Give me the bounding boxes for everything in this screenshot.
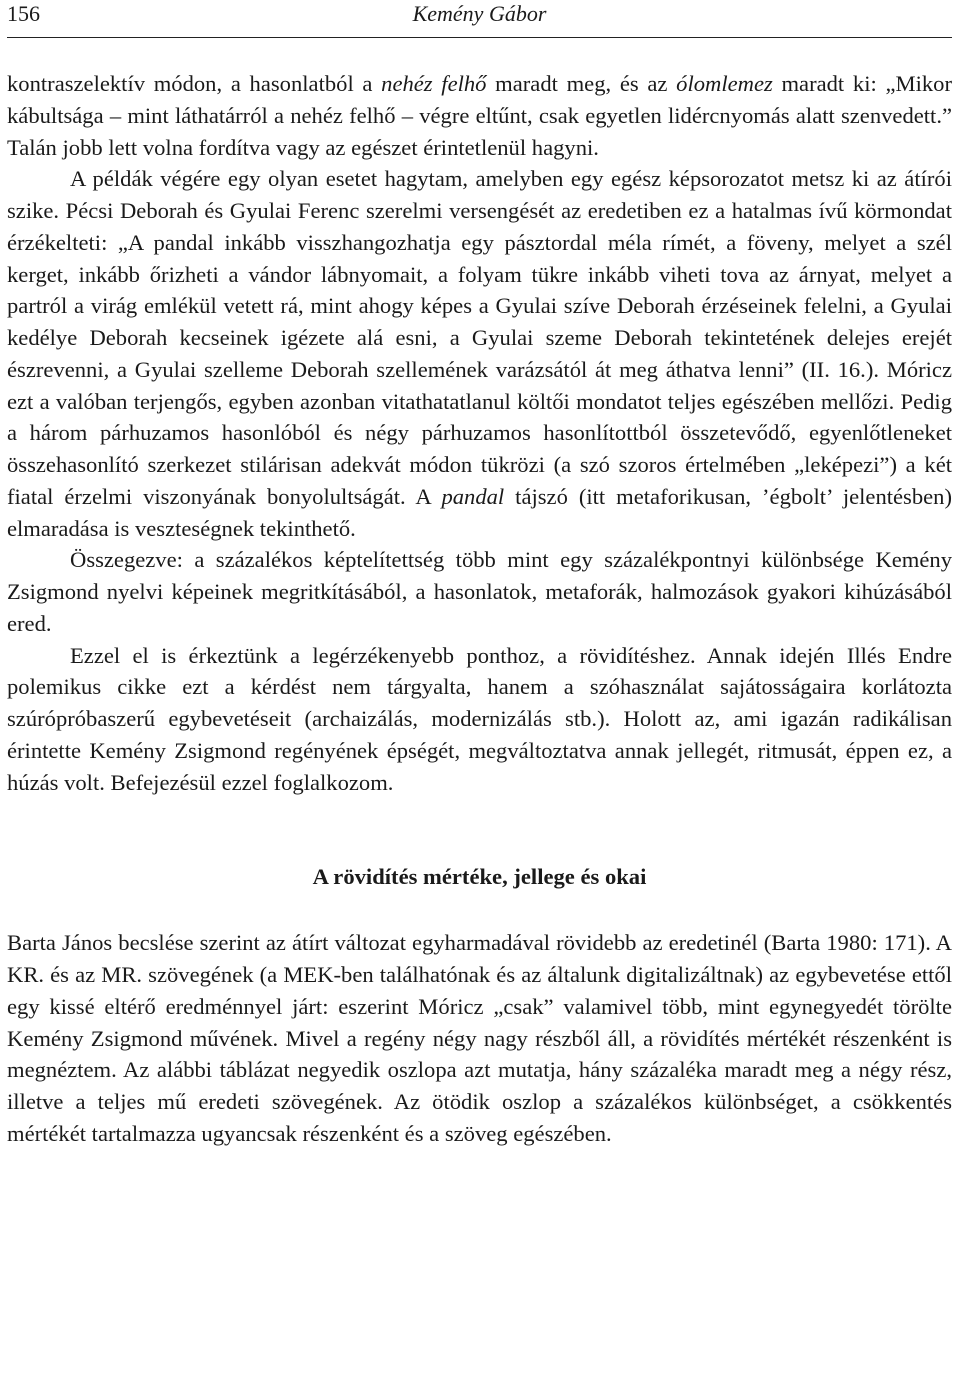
italic-term: pandal (441, 483, 505, 509)
page-number: 156 (7, 1, 40, 26)
text-run: kontraszelektív módon, a hasonlatból a (7, 71, 382, 96)
text-run: A példák végére egy olyan esetet hagytam, amelyben egy egész képsorozatot metsz ki az átírói szike. Pécsi Deborah és Gyulai Ferenc szerelmi versengését az eredetiben ez a hatalmas ívű körmondat érzékelteti: „A pandal inkább visszhangozhatja egy pásztordal méla rímét, a föveny, melyet a szél kerget, inkább őrizheti a vándor lábnyomait, a folyam tükre inkább viheti tova az árnyat, melyet a partról a virág emlékül vetett rá, mint ahogy képes a Gyulai szíve Deborah érzéseinek felelni, a Gyulai kedélye Deborah kecseinek igézete alá esni, a Gyulai szeme Deborah tekintetének delejes erejét észrevenni, a Gyulai szelleme Deborah szellemének varázsától át meg áthatva lenni” (II. 16.). Móricz ezt a valóban terjengős, egyben azonban vitathatatlanul költői mondatot teljes egészében mellőzi. Pedig a három párhuzamos hasonlóból és négy párhuzamos hasonlítottból összetevődő, egyenlőtleneket összehasonlító szerkezet stilárisan adekvát módon tükrözi (a szó szoros értelmében „leképezi”) a két fiatal érzelmi viszonyának bonyolultságát. A (7, 166, 952, 509)
paragraph-5: Barta János becslése szerint az átírt változat egyharmadával rövidebb az eredetinél (Barta 1980: 171). A KR. és az MR. szövegének (a MEK-ben találhatónak és az általunk digitalizáltnak) az egybevetése ettől egy kissé eltérő eredménnyel járt: eszerint Móricz „csak” valamivel több, mint egynegyedét törölte Kemény Zsigmond művének. Mivel a regény négy nagy részből áll, a rövidítés mértékét részenként is megnéztem. Az alábbi táblázat negyedik oszlopa azt mutatja, hány százaléka maradt meg a négy rész, illetve a teljes mű eredeti szövegének. Az ötödik oszlop a százalékos különbséget, a csökkentés mértékét tartalmazza ugyancsak részenként és a szöveg egészében. (7, 930, 952, 1146)
running-head-author: Kemény Gábor (412, 1, 547, 26)
paragraph-1 (7, 68, 952, 163)
section-title: A rövidítés mértéke, jellege és okai (312, 864, 647, 890)
text-run: tájszó (itt metaforikusan, ’égbolt’ jelentésben) elmaradása is veszteségnek tekinthető. (7, 483, 952, 541)
text-run: maradt ki: „Mikor kábultsága – mint láthatárról a nehéz felhő – végre eltűnt, csak egyetlen lidércnyomás alatt szenvedett.” Talán jobb lett volna fordítva vagy az egészet érintetlenül hagyni. (7, 71, 952, 160)
body-text (7, 68, 952, 1150)
italic-term: ólomlemez (676, 71, 773, 96)
paragraph-3: Összegezve: a százalékos képtelítettség több mint egy százalékpontnyi különbsége Kemény Zsigmond nyelvi képeinek megritkításából, a hasonlatok, metaforák, halmozások gyakori kihúzásából ered. (7, 547, 952, 636)
italic-term: nehéz felhő (381, 71, 487, 96)
text-run: maradt meg, és az (486, 71, 677, 96)
running-head (7, 0, 952, 38)
paragraph-2 (7, 163, 952, 544)
paragraph-4: Ezzel el is érkeztünk a legérzékenyebb ponthoz, a rövidítéshez. Annak idején Illés Endre polemikus cikke ezt a kérdést nem tárgyalta, hanem a szóhasználat sajátosságaira korlátozta szúrópróbaszerű egybevetéseit (archaizálás, modernizálás stb.). Holott az, ami igazán radikálisan érintette Kemény Zsigmond regényének épségét, megváltoztatva annak jellegét, ritmusát, éppen ez, a húzás volt. Befejezésül ezzel foglalkozom. (7, 642, 952, 795)
